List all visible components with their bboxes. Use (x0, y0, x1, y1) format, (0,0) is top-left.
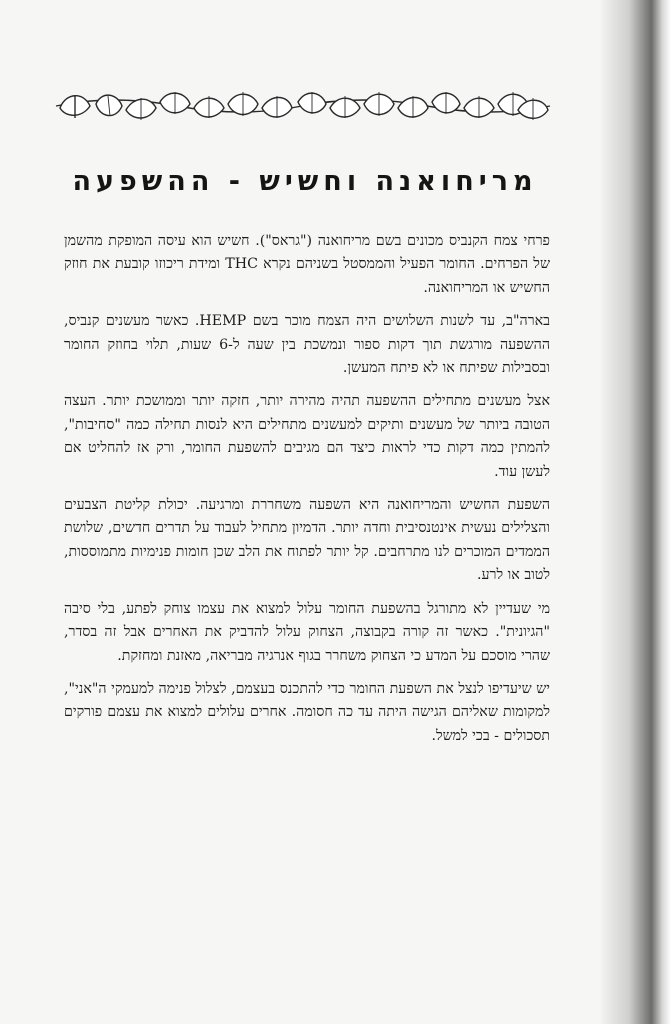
paragraph: פרחי צמח הקנביס מכונים בשם מריחואנה ("גראס"). חשיש הוא עיסה המופקת מהשמן של הפרחים. החומר הפעיל והממסטל בשניהם נקרא THC ומידת ריכוזו קובעת את חוזק החשיש או המריחואנה. (64, 233, 550, 296)
paragraph: בארה"ב, עד לשנות השלושים היה הצמח מוכר בשם HEMP. כאשר מעשנים קנביס, ההשפעה מורגשת תוך דקות ספור ונמשכת בין שעה ל-6 שעות, תלוי בחוזק החומר ובסבילות שפיתח או לא פיתח המעשן. (64, 313, 550, 377)
paragraph: אצל מעשנים מתחילים ההשפעה תהיה מהירה יותר, חזקה יותר וממושכת יותר. העצה הטובה ביותר של מעשנים ותיקים למעשנים מתחילים היא לנסות תחילה כמה "סחיבות", להמתין כמה דקות כדי לראות כיצד הם מגיבים להשפעת החומר, ורק אז להחליט אם לעשן עוד. (64, 393, 550, 480)
chapter-title: מריחואנה וחשיש - ההשפעה (72, 166, 538, 197)
paragraph: השפעת החשיש והמריחואנה היא השפעה משחררת ומרגיעה. יכולת קליטת הצבעים והצלילים נעשית אינטנסיבית וחדה יותר. הדמיון מתחיל לעבוד על תדרים חדשים, שלושת הממדים המוכרים לנו מתרחבים. קל יותר לפתוח את הלב שכן חומות פנימיות מתמוססות, לטוב או לרע. (64, 497, 550, 584)
paragraph: מי שעדיין לא מתורגל בהשפעת החומר עלול למצוא את עצמו צוחק לפתע, בלי סיבה "הגיונית". כאשר זה קורה בקבוצה, הצחוק עלול להדביק את האחרים אבל זה בסדר, שהרי מוסכם על המדע כי הצחוק משחרר בגוף אנרגיה מבריאה, מאזנת ומחזקת. (64, 600, 550, 664)
chapter-body (64, 230, 550, 758)
paragraph: יש שיעדיפו לנצל את השפעת החומר כדי להתכנס בעצמם, לצלול פנימה למעמקי ה"אני", למקומות שאליהם הגישה היתה עד כה חסומה. אחרים עלולים למצוא את עצמם פורקים תסכולים - בכי למשל. (64, 680, 550, 744)
leaf-vine-border-icon (52, 86, 554, 126)
page-gutter-shadow (601, 0, 671, 1024)
